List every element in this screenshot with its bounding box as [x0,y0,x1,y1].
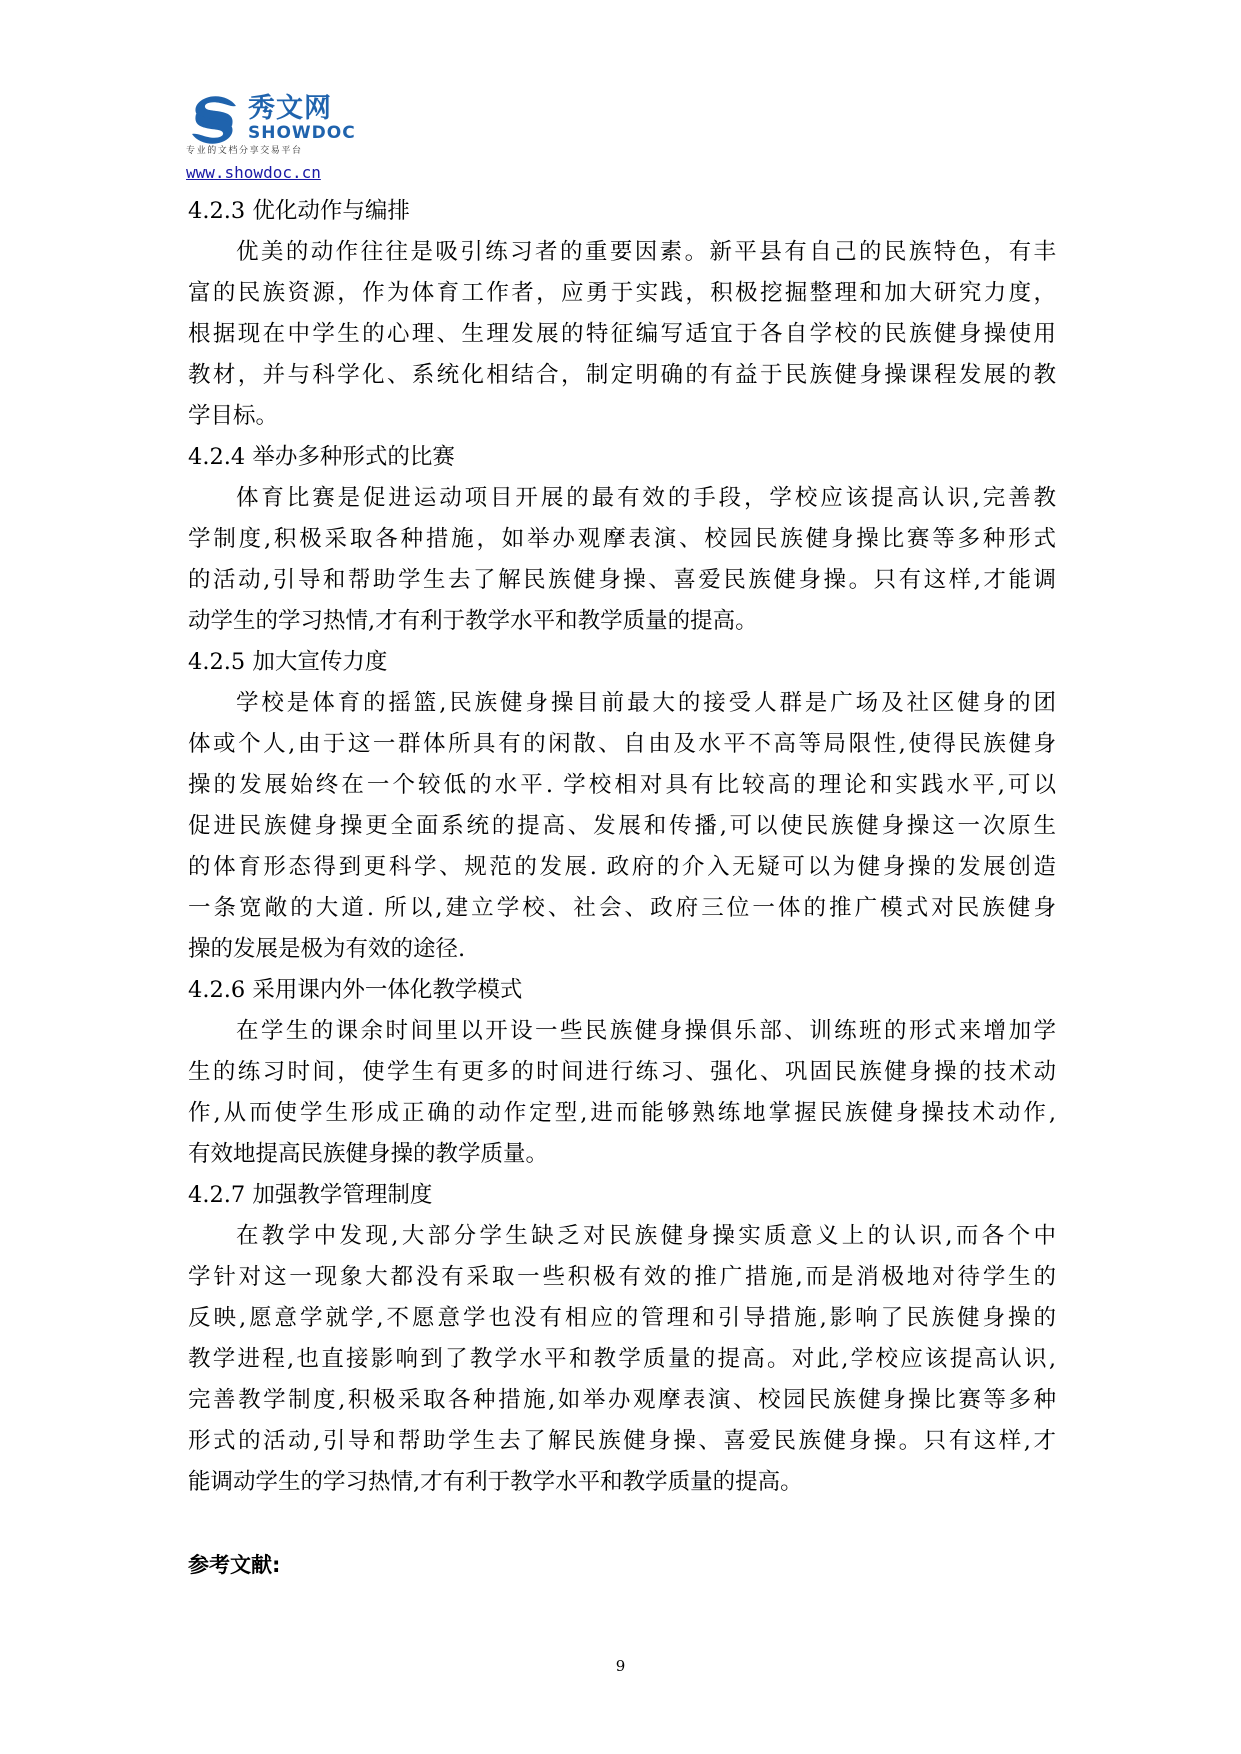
paragraph-line: 学目标。 [188,403,279,429]
references-heading: 参考文献: [188,1553,281,1577]
paragraph-line: 形式的活动,引导和帮助学生去了解民族健身操、喜爱民族健身操。只有这样,才 [188,1428,1056,1454]
paragraph-line: 学制度,积极采取各种措施，如举办观摩表演、校园民族健身操比赛等多种形式 [188,526,1056,552]
logo-text-cn: 秀文网 [248,93,332,124]
paragraph-line: 作,从而使学生形成正确的动作定型,进而能够熟练地掌握民族健身操技术动作, [188,1100,1056,1126]
paragraph-line: 体育比赛是促进运动项目开展的最有效的手段，学校应该提高认识,完善教 [236,485,1056,511]
section-heading: 4.2.5 加大宣传力度 [188,649,388,675]
paragraph-line: 体或个人,由于这一群体所具有的闲散、自由及水平不高等局限性,使得民族健身 [188,731,1056,757]
section-heading: 4.2.4 举办多种形式的比赛 [188,444,455,470]
paragraph-line: 有效地提高民族健身操的教学质量。 [188,1141,549,1167]
paragraph-line: 在学生的课余时间里以开设一些民族健身操俱乐部、训练班的形式来增加学 [236,1018,1056,1044]
paragraph-line: 操的发展是极为有效的途径. [188,936,466,962]
paragraph-line: 能调动学生的学习热情,才有利于教学水平和教学质量的提高。 [188,1469,803,1495]
paragraph-line: 优美的动作往往是吸引练习者的重要因素。新平县有自己的民族特色，有丰 [236,239,1056,265]
showdoc-s-logo-icon [186,92,242,148]
paragraph-line: 反映,愿意学就学,不愿意学也没有相应的管理和引导措施,影响了民族健身操的 [188,1305,1056,1331]
spacer [188,1503,1056,1545]
paragraph-line: 促进民族健身操更全面系统的提高、发展和传播,可以使民族健身操这一次原生 [188,813,1056,839]
paragraph-line: 的活动,引导和帮助学生去了解民族健身操、喜爱民族健身操。只有这样,才能调 [188,567,1056,593]
page-number: 9 [615,1657,626,1675]
document-body [188,191,1056,1586]
paragraph-line: 根据现在中学生的心理、生理发展的特征编写适宜于各自学校的民族健身操使用 [188,321,1056,347]
paragraph-line: 操的发展始终在一个较低的水平. 学校相对具有比较高的理论和实践水平,可以 [188,772,1056,798]
paragraph-line: 完善教学制度,积极采取各种措施,如举办观摩表演、校园民族健身操比赛等多种 [188,1387,1056,1413]
paragraph-line: 教材，并与科学化、系统化相结合，制定明确的有益于民族健身操课程发展的教 [188,362,1056,388]
paragraph-line: 学针对这一现象大都没有采取一些积极有效的推广措施,而是消极地对待学生的 [188,1264,1056,1290]
paragraph-line: 学校是体育的摇篮,民族健身操目前最大的接受人群是广场及社区健身的团 [236,690,1056,716]
paragraph-line: 动学生的学习热情,才有利于教学水平和教学质量的提高。 [188,608,758,634]
section-heading: 4.2.3 优化动作与编排 [188,198,410,224]
showdoc-logo [186,90,366,160]
logo-text-en: SHOWDOC [248,123,356,143]
paragraph-line: 富的民族资源，作为体育工作者，应勇于实践，积极挖掘整理和加大研究力度， [188,280,1056,306]
paragraph-line: 一条宽敞的大道. 所以,建立学校、社会、政府三位一体的推广模式对民族健身 [188,895,1056,921]
paragraph-line: 教学进程,也直接影响到了教学水平和教学质量的提高。对此,学校应该提高认识, [188,1346,1056,1372]
paragraph-line: 的体育形态得到更科学、规范的发展. 政府的介入无疑可以为健身操的发展创造 [188,854,1056,880]
logo-tagline: 专业的文档分享交易平台 [186,146,303,156]
paragraph-line: 生的练习时间，使学生有更多的时间进行练习、强化、巩固民族健身操的技术动 [188,1059,1056,1085]
site-url-link[interactable]: www.showdoc.cn [186,163,321,182]
section-heading: 4.2.6 采用课内外一体化教学模式 [188,977,523,1003]
section-heading: 4.2.7 加强教学管理制度 [188,1182,433,1208]
paragraph-line: 在教学中发现,大部分学生缺乏对民族健身操实质意义上的认识,而各个中 [236,1223,1056,1249]
